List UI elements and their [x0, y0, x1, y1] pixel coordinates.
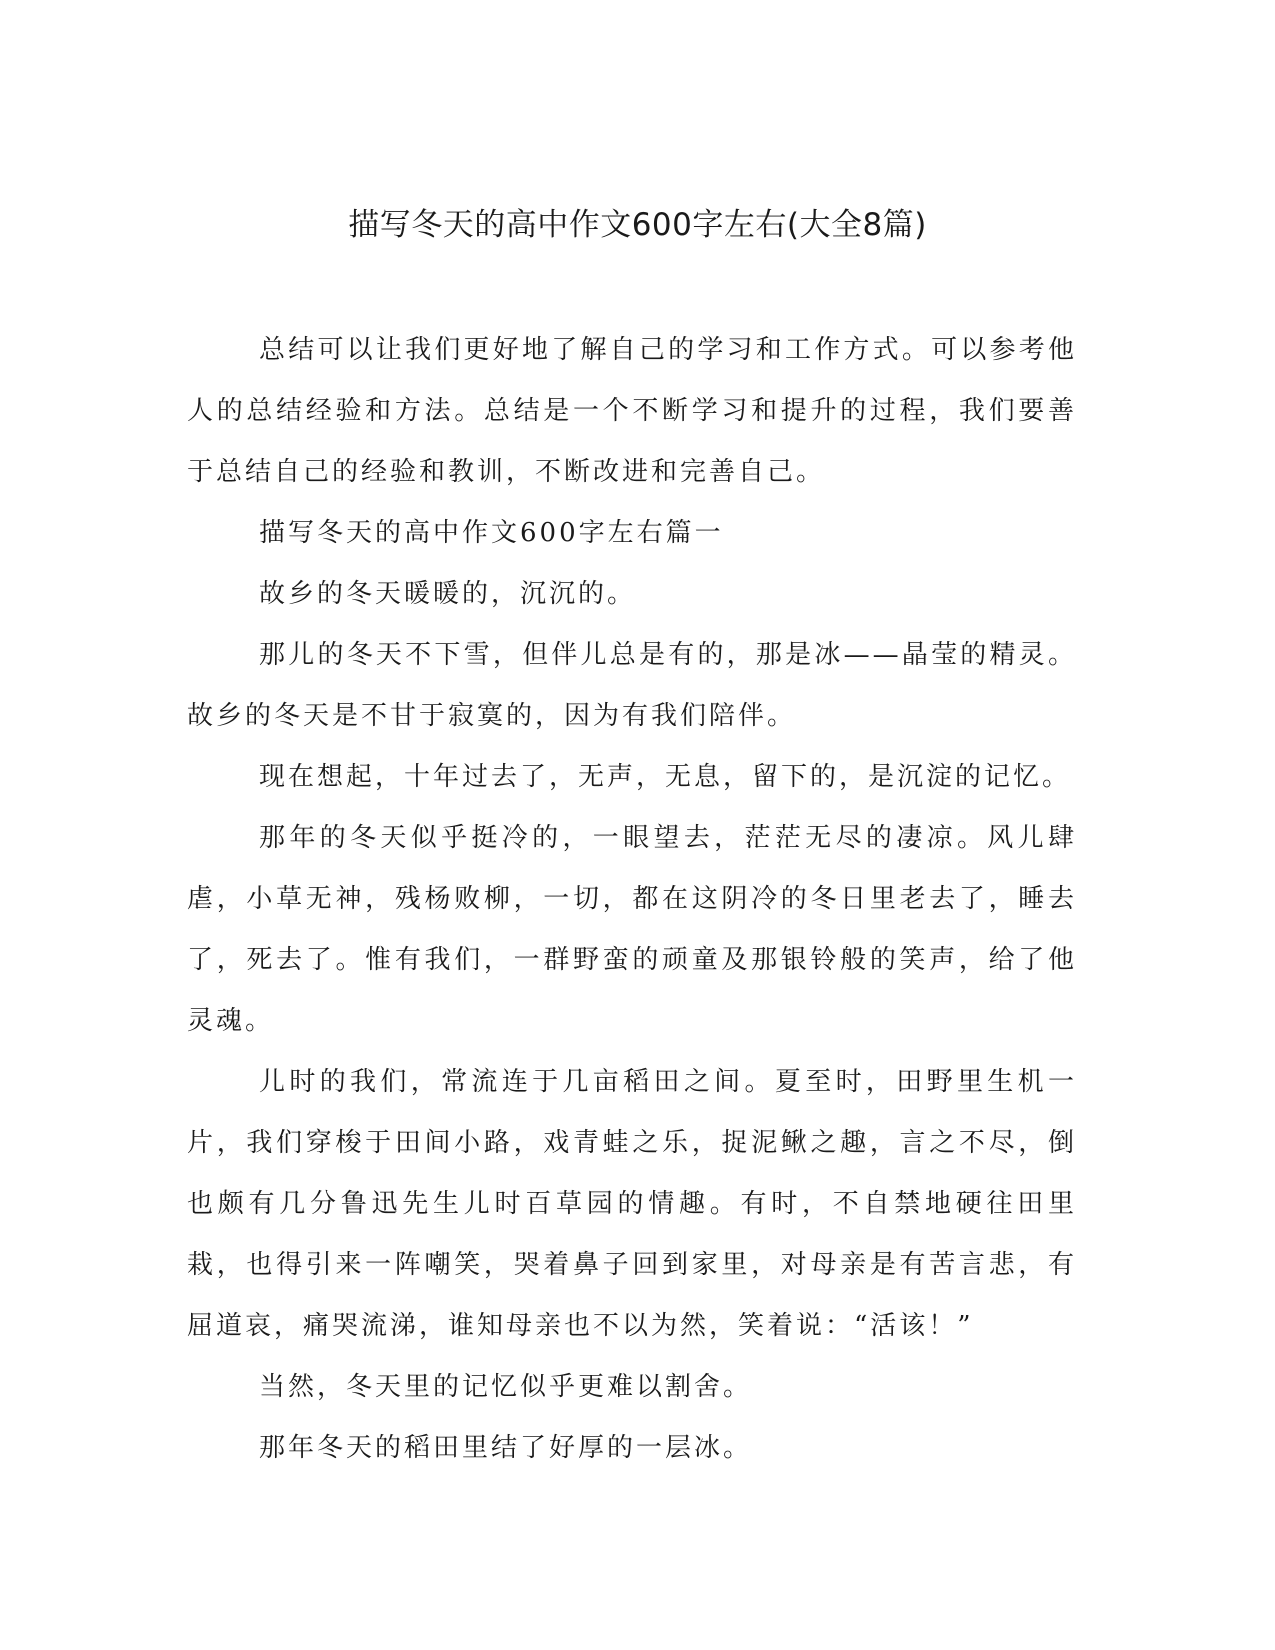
section-heading: 描写冬天的高中作文600字左右篇一: [259, 518, 724, 548]
paragraph: 那年冬天的稻田里结了好厚的一层冰。: [259, 1433, 753, 1463]
document-body: [187, 320, 1077, 1479]
paragraph: 总结可以让我们更好地了解自己的学习和工作方式。可以参考他人的总结经验和方法。总结是一个不断学习和提升的过程，我们要善于总结自己的经验和教训，不断改进和完善自己。: [187, 335, 1077, 487]
paragraph: 当然，冬天里的记忆似乎更难以割舍。: [259, 1372, 753, 1402]
paragraph: 故乡的冬天暖暖的，沉沉的。: [259, 579, 637, 609]
document-title: 描写冬天的高中作文600字左右(大全8篇): [348, 207, 927, 243]
paragraph: 儿时的我们，常流连于几亩稻田之间。夏至时，田野里生机一片，我们穿梭于田间小路，戏青蛙之乐，捉泥鳅之趣，言之不尽，倒也颇有几分鲁迅先生儿时百草园的情趣。有时，不自禁地硬往田里栽，也得引来一阵嘲笑，哭着鼻子回到家里，对母亲是有苦言悲，有屈道哀，痛哭流涕，谁知母亲也不以为然，笑着说：“活该！”: [187, 1067, 1077, 1341]
paragraph: 那年的冬天似乎挺冷的，一眼望去，茫茫无尽的凄凉。风儿肆虐，小草无神，残杨败柳，一切，都在这阴冷的冬日里老去了，睡去了，死去了。惟有我们，一群野蛮的顽童及那银铃般的笑声，给了他灵魂。: [187, 823, 1077, 1036]
paragraph: 现在想起，十年过去了，无声，无息，留下的，是沉淀的记忆。: [259, 762, 1072, 792]
paragraph: 那儿的冬天不下雪，但伴儿总是有的，那是冰——晶莹的精灵。故乡的冬天是不甘于寂寞的，因为有我们陪伴。: [187, 640, 1077, 731]
